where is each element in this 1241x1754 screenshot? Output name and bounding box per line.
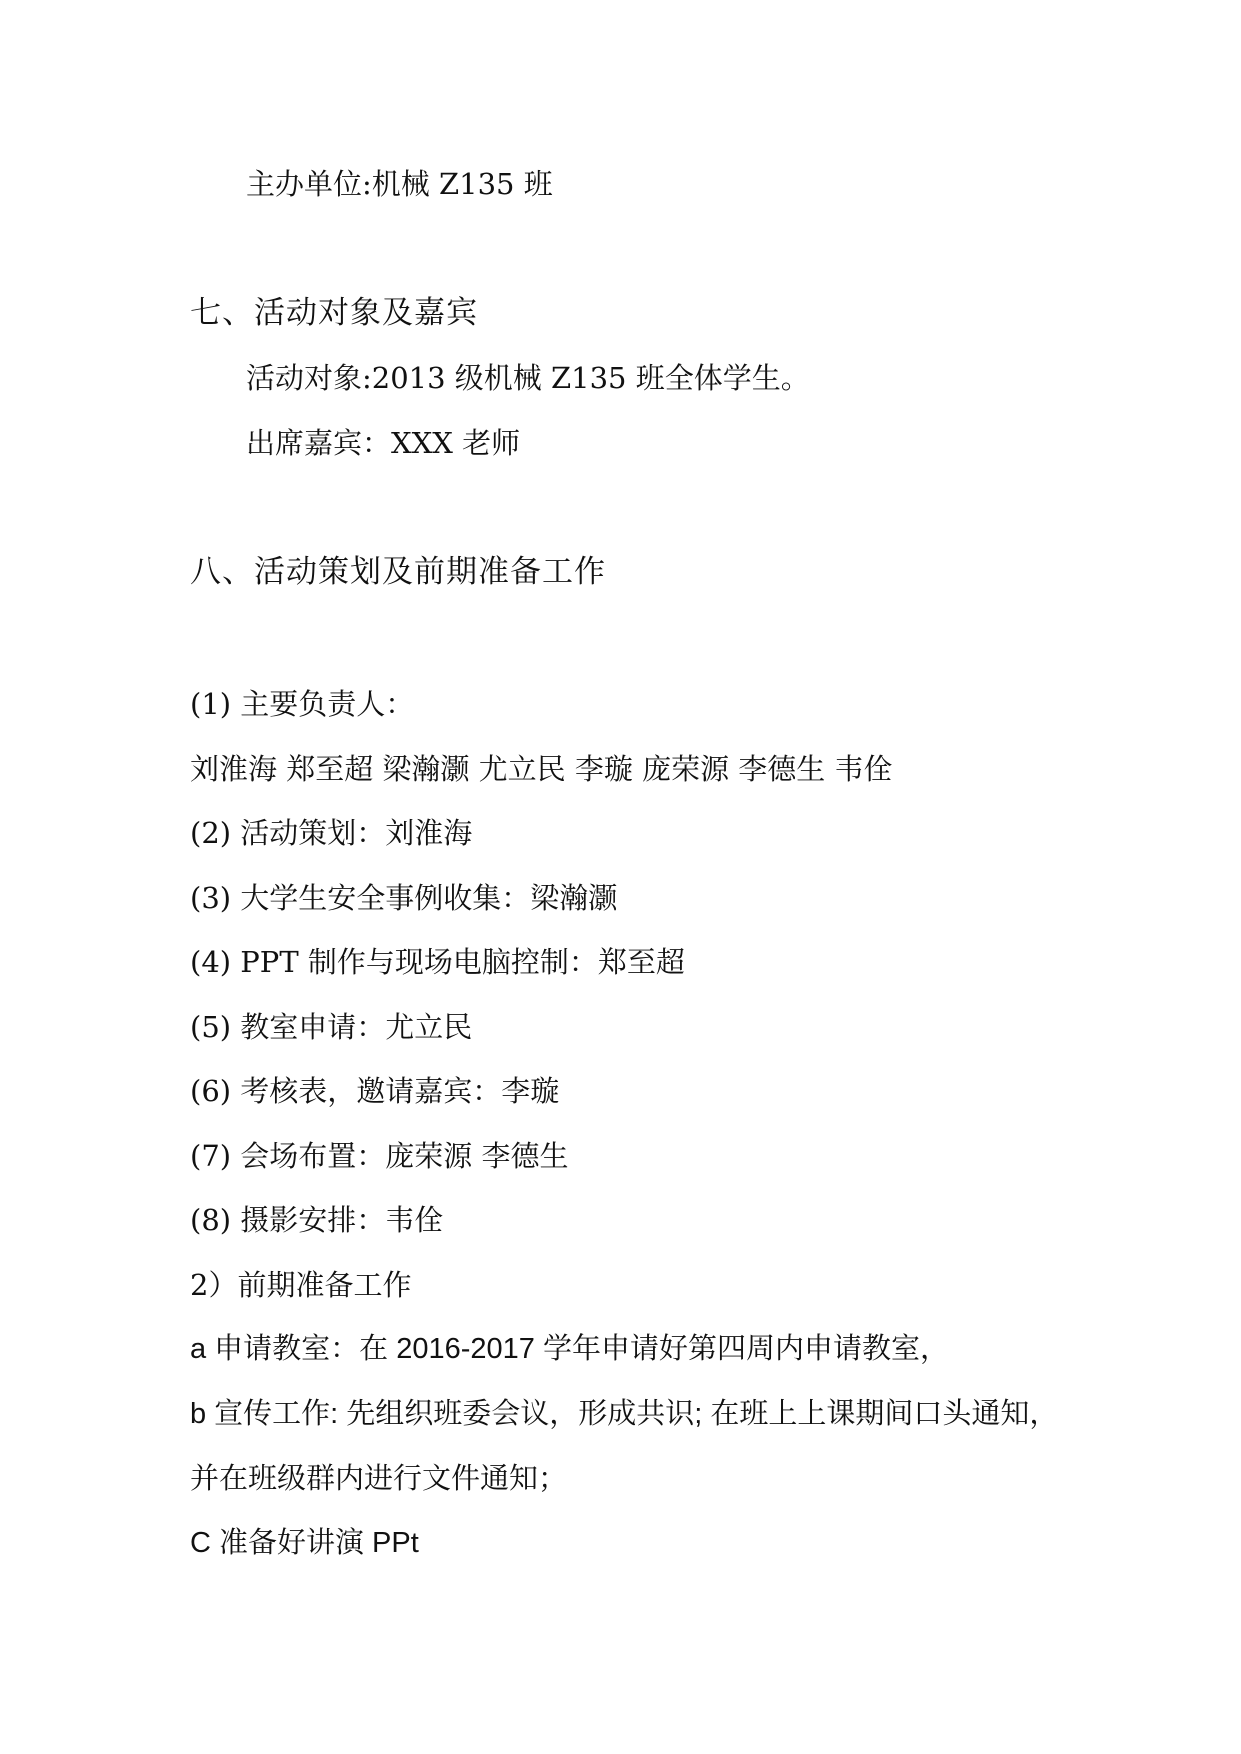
list-item: (1) 主要负责人： bbox=[190, 687, 415, 721]
prep-item: b 宣传工作: 先组织班委会议，形成共识; 在班上上课期间口头通知， bbox=[190, 1398, 1059, 1430]
target-audience-line: 活动对象:2013 级机械 Z135 班全体学生。 bbox=[246, 361, 810, 395]
list-item: (3) 大学生安全事例收集：梁瀚灏 bbox=[190, 881, 618, 915]
list-item: (7) 会场布置：庞荣源 李德生 bbox=[190, 1139, 569, 1173]
organizer-line: 主办单位:机械 Z135 班 bbox=[246, 167, 553, 201]
prep-item: C 准备好讲演 PPt bbox=[190, 1527, 419, 1559]
guest-line: 出席嘉宾：XXX 老师 bbox=[246, 426, 521, 460]
section-8-heading: 八、活动策划及前期准备工作 bbox=[190, 554, 606, 590]
list-item: (5) 教室申请：尤立民 bbox=[190, 1010, 473, 1044]
section-7-heading: 七、活动对象及嘉宾 bbox=[190, 295, 478, 331]
list-item: (6) 考核表，邀请嘉宾：李璇 bbox=[190, 1074, 560, 1108]
list-item: (8) 摄影安排：韦佺 bbox=[190, 1203, 444, 1237]
list-item: (4) PPT 制作与现场电脑控制：郑至超 bbox=[190, 945, 685, 979]
list-item: (2) 活动策划：刘淮海 bbox=[190, 816, 473, 850]
prep-item: 并在班级群内进行文件通知； bbox=[190, 1461, 568, 1495]
list-item: 2）前期准备工作 bbox=[190, 1268, 412, 1302]
prep-item: a 申请教室：在 2016-2017 学年申请好第四周内申请教室， bbox=[190, 1333, 949, 1365]
list-item: 刘淮海 郑至超 梁瀚灏 尤立民 李璇 庞荣源 李德生 韦佺 bbox=[190, 752, 893, 786]
